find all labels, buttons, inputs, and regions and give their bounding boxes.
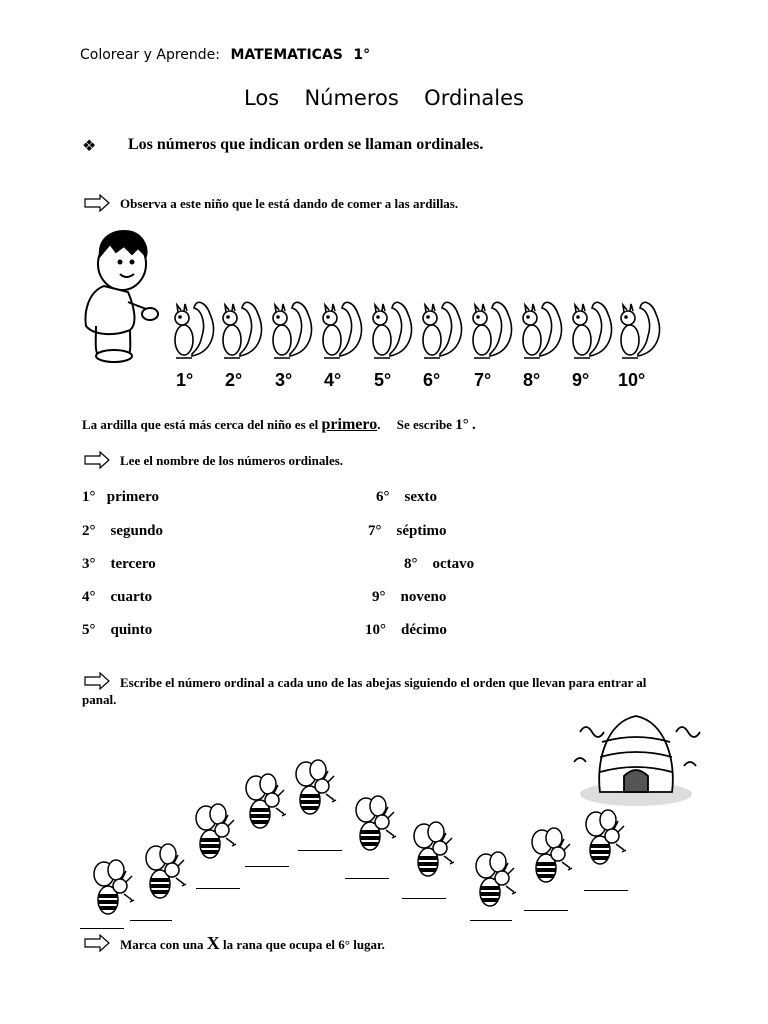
ordinal-num: 8°: [404, 556, 418, 572]
ordinal-row-10: [365, 622, 447, 639]
squirrel-label: 10°: [618, 370, 646, 390]
ordinal-name: primero: [106, 489, 159, 505]
header-subject: MATEMATICAS: [230, 47, 343, 63]
squirrel-label: 7°: [474, 370, 492, 390]
arrow-right-icon: [84, 451, 110, 469]
ordinal-num: 2°: [82, 523, 96, 539]
boy-feeding-illustration: [76, 226, 172, 366]
squirrel-icon: [316, 296, 366, 362]
ordinal-row-8: [404, 556, 474, 573]
ordinal-num: 4°: [82, 589, 96, 605]
bee-icon: [348, 792, 408, 854]
bee-icon: [406, 818, 466, 880]
header-grade: 1°: [353, 47, 371, 63]
ordinal-num: 7°: [368, 523, 382, 539]
bee-icon: [86, 856, 146, 918]
squirrel-icon: [216, 296, 266, 362]
ordinal-row-4: [82, 589, 152, 606]
arrow-right-icon: [84, 934, 110, 952]
answer-blank-line[interactable]: [130, 920, 172, 921]
answer-blank-line[interactable]: [345, 878, 389, 879]
squirrel-icon: [366, 296, 416, 362]
mark-post: la rana que ocupa el: [223, 937, 336, 952]
intro-text: Los números que indican orden se llaman ordinales.: [128, 136, 484, 153]
para-mid: Se escribe: [396, 417, 452, 432]
squirrel-icon: [614, 296, 664, 362]
page-title: Los Números Ordinales: [243, 86, 524, 110]
ordinal-num: 5°: [82, 622, 96, 638]
instruction-mark: [120, 933, 385, 954]
squirrel-label: 1°: [176, 370, 194, 390]
ordinal-row-3: [82, 556, 156, 573]
para-end: .: [471, 417, 476, 433]
instruction-observe: Observa a este niño que le está dando de comer a las ardillas.: [120, 196, 459, 211]
bullet-diamond-icon: ❖: [82, 138, 97, 155]
instruction-read: Lee el nombre de los números ordinales.: [120, 453, 344, 468]
header-label: Colorear y Aprende:: [80, 47, 220, 63]
squirrel-icon: [168, 296, 218, 362]
squirrel-icon: [466, 296, 516, 362]
squirrel-icon: [266, 296, 316, 362]
ordinal-num: 10°: [365, 622, 386, 638]
ordinal-row-7: [368, 523, 447, 540]
bee-icon: [468, 848, 528, 910]
squirrel-label: 5°: [374, 370, 392, 390]
bee-icon: [524, 824, 584, 886]
mark-pre: Marca con una: [120, 937, 204, 952]
ordinal-name: décimo: [401, 622, 447, 638]
ordinal-num: 1°: [82, 489, 96, 505]
para-dot: .: [377, 417, 381, 432]
squirrel-label: 6°: [423, 370, 441, 390]
ordinal-name: segundo: [110, 523, 164, 539]
squirrel-icon: [416, 296, 466, 362]
mark-x: X: [206, 933, 220, 953]
answer-blank-line[interactable]: [80, 928, 124, 929]
ordinal-num: 3°: [82, 556, 96, 572]
squirrel-label: 4°: [324, 370, 342, 390]
mark-end: lugar.: [353, 937, 385, 952]
squirrel-label: 9°: [572, 370, 590, 390]
answer-blank-line[interactable]: [196, 888, 240, 889]
answer-blank-line[interactable]: [298, 850, 342, 851]
answer-blank-line[interactable]: [584, 890, 628, 891]
answer-blank-line[interactable]: [245, 866, 289, 867]
para-pre: La ardilla que está más cerca del niño es el: [82, 417, 319, 432]
ordinal-row-9: [372, 589, 446, 606]
ordinal-row-6: [376, 489, 437, 506]
ordinal-name: quinto: [110, 622, 153, 638]
explanation-paragraph: [82, 416, 476, 434]
ordinal-row-2: [82, 523, 163, 540]
bee-icon: [578, 806, 638, 868]
para-word: primero: [321, 416, 378, 433]
answer-blank-line[interactable]: [524, 910, 568, 911]
bee-icon: [288, 756, 348, 818]
para-num: 1°: [455, 417, 469, 433]
arrow-right-icon: [84, 672, 110, 690]
squirrel-label: 8°: [523, 370, 541, 390]
squirrel-icon: [566, 296, 616, 362]
ordinal-num: 9°: [372, 589, 386, 605]
ordinal-name: noveno: [400, 589, 447, 605]
mark-num: 6°: [338, 937, 350, 952]
beehive-illustration: [566, 702, 706, 810]
ordinal-name: tercero: [110, 556, 156, 572]
ordinal-name: octavo: [432, 556, 475, 572]
ordinal-name: sexto: [404, 489, 437, 505]
answer-blank-line[interactable]: [470, 920, 512, 921]
ordinal-num: 6°: [376, 489, 390, 505]
instruction-write: Escribe el número ordinal a cada uno de las abejas siguiendo el orden que llevan para entrar al: [120, 675, 647, 690]
instruction-write-cont: panal.: [82, 692, 117, 707]
squirrel-icon: [516, 296, 566, 362]
ordinal-name: séptimo: [396, 523, 447, 539]
ordinal-name: cuarto: [110, 589, 153, 605]
squirrel-label: 2°: [225, 370, 243, 390]
arrow-right-icon: [84, 194, 110, 212]
ordinal-row-5: [82, 622, 152, 639]
squirrel-label: 3°: [275, 370, 293, 390]
page-header: [80, 47, 370, 63]
ordinal-row-1: [82, 489, 159, 506]
answer-blank-line[interactable]: [402, 898, 446, 899]
